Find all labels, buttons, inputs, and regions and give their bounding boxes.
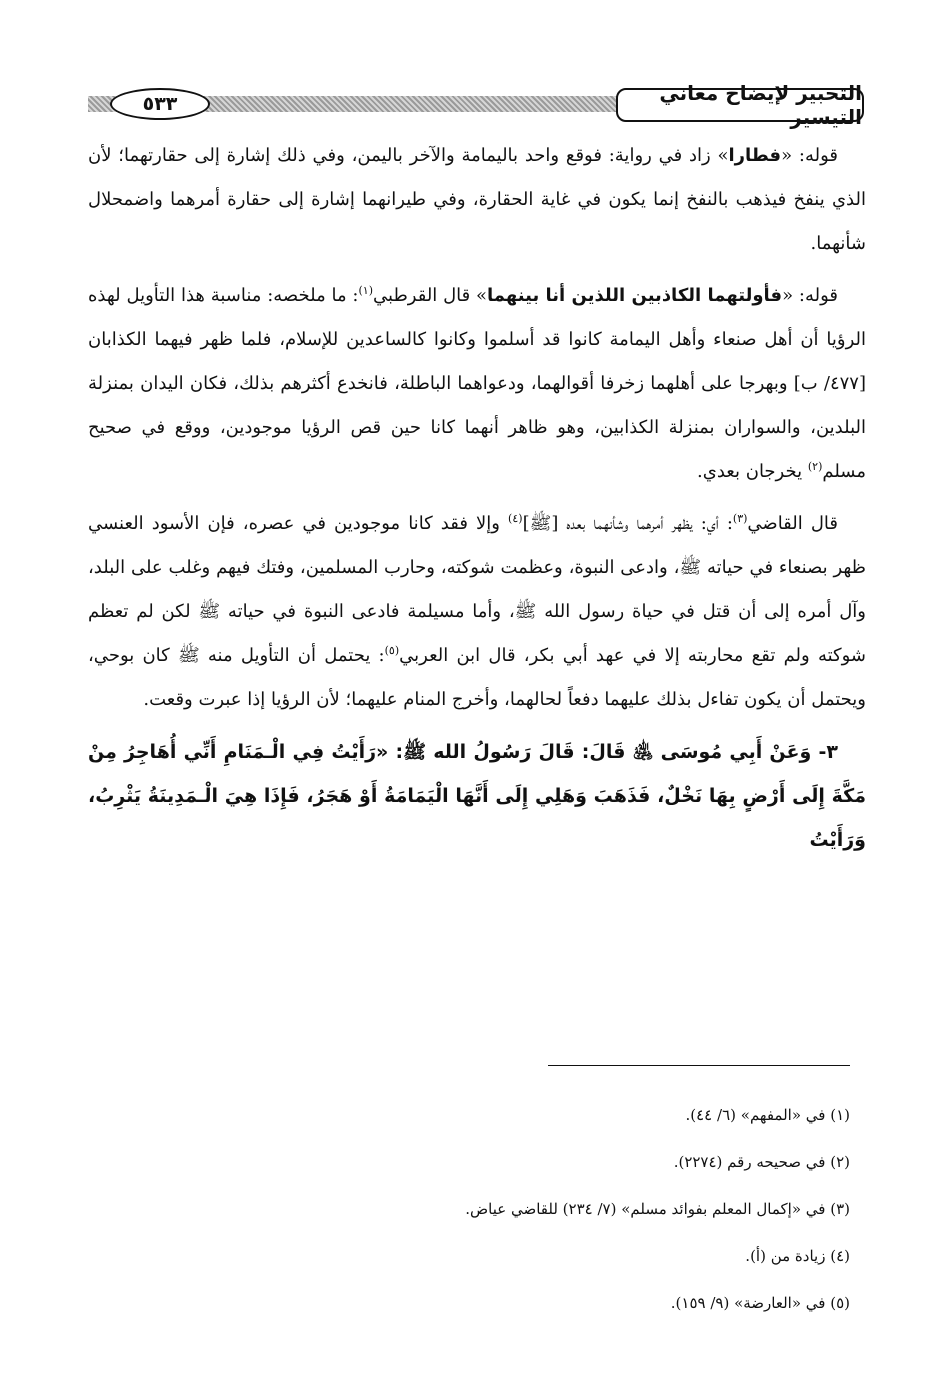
paragraph-2	[88, 274, 866, 494]
paragraph-1	[88, 134, 866, 266]
footnote-3: (٣) في «إكمال المعلم بفوائد مسلم» (٧/ ٢٣٤) للقاضي عياض.	[465, 1200, 850, 1218]
book-title: التحبير لإيضاح معاني التيسير	[616, 88, 864, 122]
footnote-ref: (٣)	[732, 512, 748, 525]
main-text	[88, 134, 866, 870]
footnotes	[250, 1092, 850, 1327]
text-run: : ما ملخصه: مناسبة هذا التأويل لهذه الرؤيا أن أهل صنعاء وأهل اليمامة كانوا قد أسلموا وكانوا كالساعدين للإسلام، فلما ظهر فيهما الكذابان [٤٧٧/ ب] وبهرجا على أهلهما زخرفا أقوالهما، ودعواهما الباطلة، فانخدع أكثرهم بذلك، فكان اليدان بمنزلة البلدين، والسواران بمنزلة الكذابين، وهو ظاهر أنهما كانا حين قص الرؤيا موجودين، ووقع في صحيح مسلم	[88, 285, 866, 482]
text-run: » زاد في رواية: فوقع واحد باليمامة والآخر باليمن، وفي ذلك إشارة إلى حقارتهما؛ لأن الذي ينفخ فيذهب بالنفخ إنما يكون في غاية الحقارة، وفي طيرانهما إشارة إلى حقارة أمرهما واضمحلال شأنهما.	[88, 145, 866, 254]
footnote-5: (٥) في «العارضة» (٩/ ١٥٩).	[670, 1294, 850, 1312]
footnote-ref: (١)	[358, 284, 374, 297]
quoted-phrase: فأولتهما الكاذبين اللذين أنا بينهما	[487, 285, 783, 306]
text-run: : أي: يظهر أمرهما وشأنهما بعده [ﷺ]	[522, 513, 733, 534]
text-run: قوله: «	[781, 145, 838, 166]
text-run: يخرجان بعدي.	[697, 461, 808, 482]
footnote-divider	[548, 1065, 850, 1066]
footnote-1: (١) في «المفهم» (٦/ ٤٤).	[685, 1106, 850, 1124]
hadith-paragraph: ٣- وَعَنْ أَبِي مُوسَى ﵁ قَالَ: قَالَ رَسُولُ الله ﷺ: «رَأَيْتُ فِي الْـمَنَامِ أَنِّي أُهَاجِرُ مِنْ مَكَّةَ إِلَى أَرْضٍ بِهَا نَخْلٌ، فَذَهَبَ وَهَلِي إِلَى أَنَّهَا الْيَمَامَةُ أَوْ هَجَرُ، فَإِذَا هِيَ الْـمَدِينَةُ يَثْرِبُ، وَرَأَيْتُ	[88, 741, 866, 851]
footnote-ref: (٢)	[807, 460, 823, 473]
text-run: قوله: «	[782, 285, 838, 306]
paragraph-3	[88, 502, 866, 722]
page-header	[88, 81, 864, 129]
text-run: » قال القرطبي	[373, 285, 488, 306]
footnote-ref: (٤)	[508, 512, 523, 525]
quoted-phrase: فطارا	[728, 145, 782, 166]
footnote-2: (٢) في صحيحه رقم (٢٢٧٤).	[673, 1153, 850, 1171]
footnote-ref: (٥)	[384, 644, 400, 657]
footnote-4: (٤) زيادة من (أ).	[745, 1247, 850, 1265]
text-run: قال القاضي	[747, 513, 838, 534]
page-number: ٥٣٣	[110, 88, 210, 120]
text-run: وإلا فقد كانا موجودين في عصره، فإن الأسود العنسي ظهر بصنعاء في حياته ﷺ، وادعى النبوة، وعظمت شوكته، وحارب المسلمين، وفتك فيهم وغلب على البلد، وآل أمره إلى أن قتل في حياة رسول الله ﷺ، وأما مسيلمة فادعى النبوة في حياته ﷺ لكن لم تعظم شوكته ولم تقع محاربته إلا في عهد أبي بكر، قال ابن العربي	[88, 513, 866, 666]
text-run: : يحتمل أن التأويل منه ﷺ كان بوحي، ويحتمل أن يكون تفاءل بذلك عليهما دفعاً لحالهما، وأخرج المنام عليهما؛ لأن الرؤيا إذا عبرت وقعت.	[88, 645, 866, 710]
